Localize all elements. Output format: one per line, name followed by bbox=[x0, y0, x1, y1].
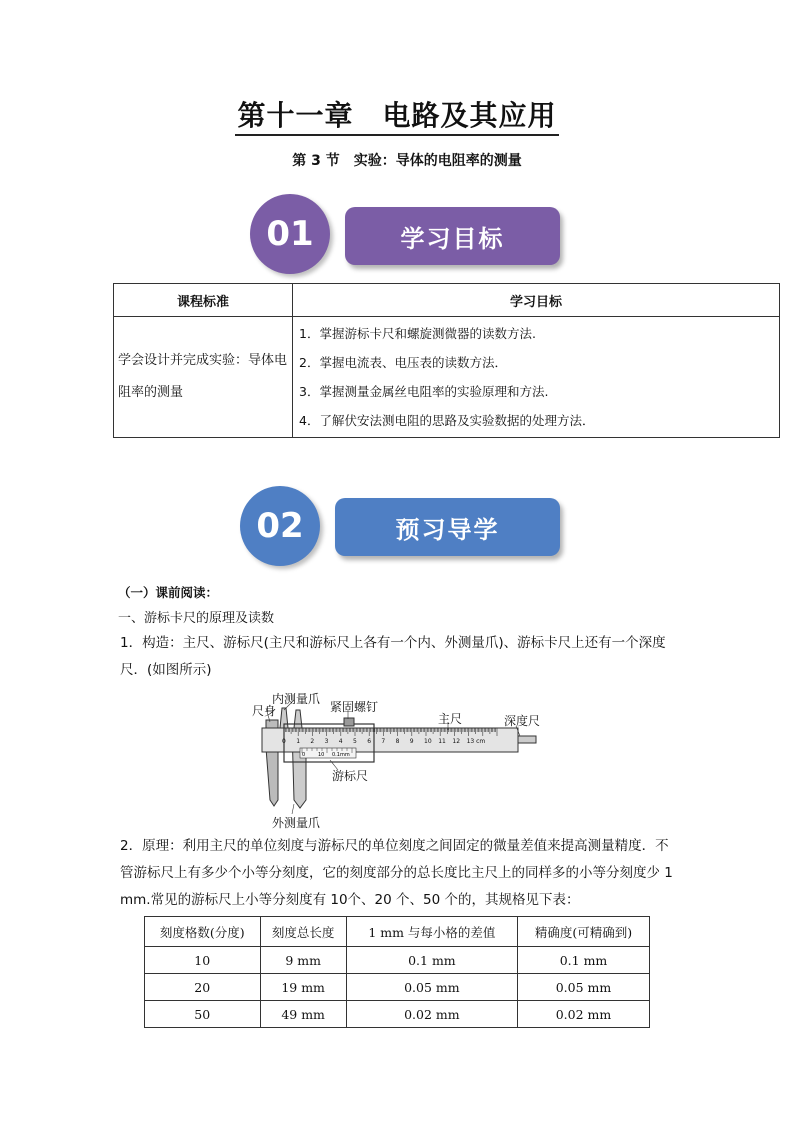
goal-item: 1．掌握游标卡尺和螺旋测微器的读数方法. bbox=[299, 326, 536, 341]
label-depth: 深度尺 bbox=[504, 714, 541, 728]
scale-number: 11 bbox=[438, 738, 446, 745]
table-row bbox=[145, 974, 650, 1001]
spec-cell: 50 bbox=[145, 1001, 261, 1028]
badge-number-02: 02 bbox=[240, 486, 320, 566]
spec-header-cell: 刻度总长度 bbox=[260, 917, 346, 947]
goals-table bbox=[113, 283, 780, 438]
reading-heading: （一）课前阅读： bbox=[118, 585, 219, 600]
label-screw: 紧固螺钉 bbox=[330, 700, 379, 714]
scale-number: 3 bbox=[324, 738, 329, 745]
chapter-title-text: 第十一章 电路及其应用 bbox=[235, 99, 558, 136]
scale-number: 1 bbox=[296, 738, 301, 745]
spec-cell: 0.1 mm bbox=[518, 947, 650, 974]
spec-cell: 0.02 mm bbox=[518, 1001, 650, 1028]
vernier-mark-0: 0 bbox=[302, 752, 306, 758]
scale-number: 13 cm bbox=[466, 738, 486, 745]
spec-cell: 0.05 mm bbox=[518, 974, 650, 1001]
table-row bbox=[145, 1001, 650, 1028]
spec-cell: 49 mm bbox=[260, 1001, 346, 1028]
table-row bbox=[145, 947, 650, 974]
goal-item: 3．掌握测量金属丝电阻率的实验原理和方法. bbox=[299, 384, 549, 399]
spec-cell: 20 bbox=[145, 974, 261, 1001]
badge-label-preview: 预习导学 bbox=[335, 498, 560, 556]
goals-table-row bbox=[114, 317, 780, 438]
spec-cell: 0.1 mm bbox=[346, 947, 517, 974]
label-main-scale: 主尺 bbox=[438, 712, 463, 726]
scale-number: 4 bbox=[338, 738, 343, 745]
scale-number: 12 bbox=[452, 738, 461, 745]
goals-cell bbox=[293, 317, 780, 438]
construct-paragraph: 1．构造：主尺、游标尺(主尺和游标尺上各有一个内、外测量爪)、游标卡尺上还有一个深度尺．(如图所示) bbox=[120, 635, 666, 678]
depth-rod-shape bbox=[518, 736, 536, 743]
spec-header-cell: 刻度格数(分度) bbox=[145, 917, 261, 947]
principle-paragraph: 2．原理：利用主尺的单位刻度与游标尺的单位刻度之间固定的微量差值来提高测量精度．不管游标尺上有多少个小等分刻度，它的刻度部分的总长度比主尺上的同样多的小等分刻度少 1 mm.常见的游标尺上小等分刻度有 10个、20 个、50 个的，其规格见下表： bbox=[120, 838, 673, 908]
screw-shape bbox=[344, 718, 354, 726]
spec-header-cell: 精确度(可精确到) bbox=[518, 917, 650, 947]
goals-table-header-row bbox=[114, 284, 780, 317]
badge-number-01: 01 bbox=[250, 194, 330, 274]
spec-cell: 10 bbox=[145, 947, 261, 974]
scale-number: 6 bbox=[367, 738, 372, 745]
vernier-precision-label: 0.1mm bbox=[332, 752, 350, 758]
col-goals-header: 学习目标 bbox=[293, 284, 780, 317]
scale-number: 8 bbox=[395, 738, 400, 745]
scale-number: 9 bbox=[409, 738, 414, 745]
topic-heading: 一、游标卡尺的原理及读数 bbox=[118, 611, 275, 626]
label-inner-jaw: 内测量爪 bbox=[272, 692, 321, 706]
col-standard-header: 课程标准 bbox=[114, 284, 293, 317]
label-outer-jaw: 外测量爪 bbox=[272, 816, 321, 830]
scale-number: 0 bbox=[282, 738, 286, 745]
course-standard-cell: 学会设计并完成实验：导体电阻率的测量 bbox=[114, 317, 293, 438]
vernier-caliper-figure bbox=[248, 688, 548, 828]
scale-number: 2 bbox=[310, 738, 315, 745]
chapter-title bbox=[0, 94, 794, 134]
goal-item: 4．了解伏安法测电阻的思路及实验数据的处理方法． bbox=[299, 413, 595, 428]
spec-header-cell: 1 mm 与每小格的差值 bbox=[346, 917, 517, 947]
label-vernier: 游标尺 bbox=[332, 769, 369, 783]
label-body: 尺身 bbox=[252, 704, 277, 718]
spec-cell: 9 mm bbox=[260, 947, 346, 974]
scale-number: 5 bbox=[353, 738, 357, 745]
spec-header-row bbox=[145, 917, 650, 947]
spec-cell: 19 mm bbox=[260, 974, 346, 1001]
vernier-mark-10: 10 bbox=[318, 752, 325, 758]
scale-number: 7 bbox=[381, 738, 386, 745]
spec-cell: 0.05 mm bbox=[346, 974, 517, 1001]
badge-label-learning-goals: 学习目标 bbox=[345, 207, 560, 265]
scale-number: 10 bbox=[424, 738, 432, 745]
section-title: 第 3 节 实验：导体的电阻率的测量 bbox=[292, 153, 522, 169]
spec-table bbox=[144, 916, 650, 1028]
goal-item: 2．掌握电流表、电压表的读数方法． bbox=[299, 355, 507, 370]
spec-cell: 0.02 mm bbox=[346, 1001, 517, 1028]
